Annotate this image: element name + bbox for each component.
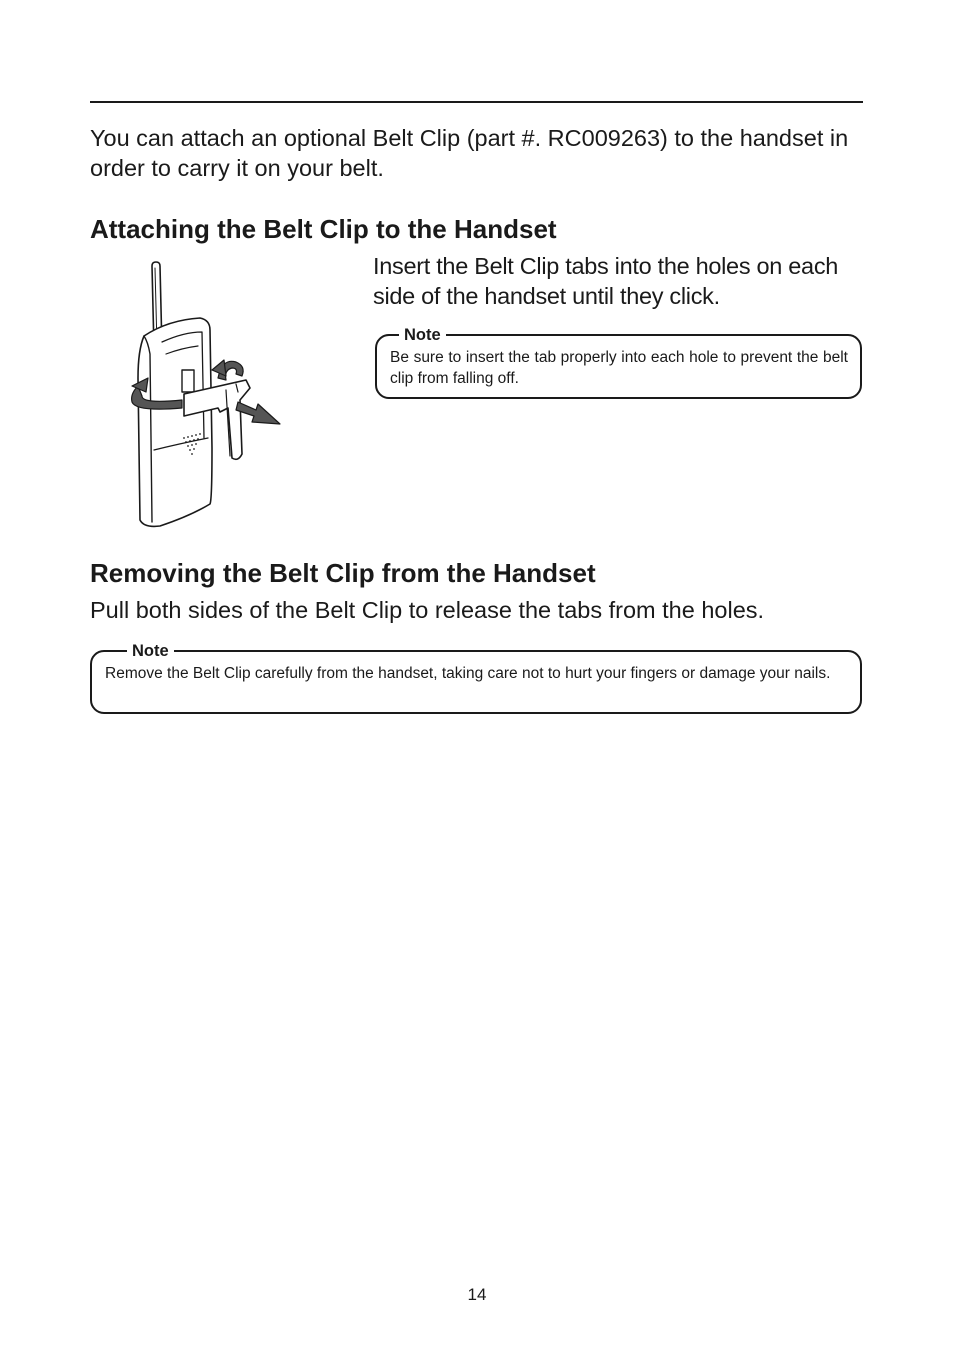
note-text: Remove the Belt Clip carefully from the handset, taking care not to hurt your fingers or damage your nails. — [105, 665, 831, 682]
remove-note-box — [90, 642, 862, 714]
remove-instruction: Pull both sides of the Belt Clip to release the tabs from the holes. — [90, 597, 765, 623]
page-number: 14 — [467, 1285, 487, 1304]
attach-instruction: Insert the Belt Clip tabs into the holes on each side of the handset until they click. — [373, 253, 839, 309]
remove-heading: Removing the Belt Clip from the Handset — [90, 558, 596, 588]
note-text: Be sure to insert the tab properly into each hole to prevent the belt clip from falling off. — [390, 349, 848, 387]
intro-paragraph: You can attach an optional Belt Clip (part #. RC009263) to the handset in order to carry it on your belt. — [90, 125, 849, 181]
attach-heading: Attaching the Belt Clip to the Handset — [90, 214, 557, 244]
note-label: Note — [399, 325, 446, 345]
attach-note-box — [375, 326, 862, 399]
handset-belt-clip-illustration — [118, 258, 290, 530]
top-rule — [90, 101, 863, 103]
note-label: Note — [127, 641, 174, 661]
